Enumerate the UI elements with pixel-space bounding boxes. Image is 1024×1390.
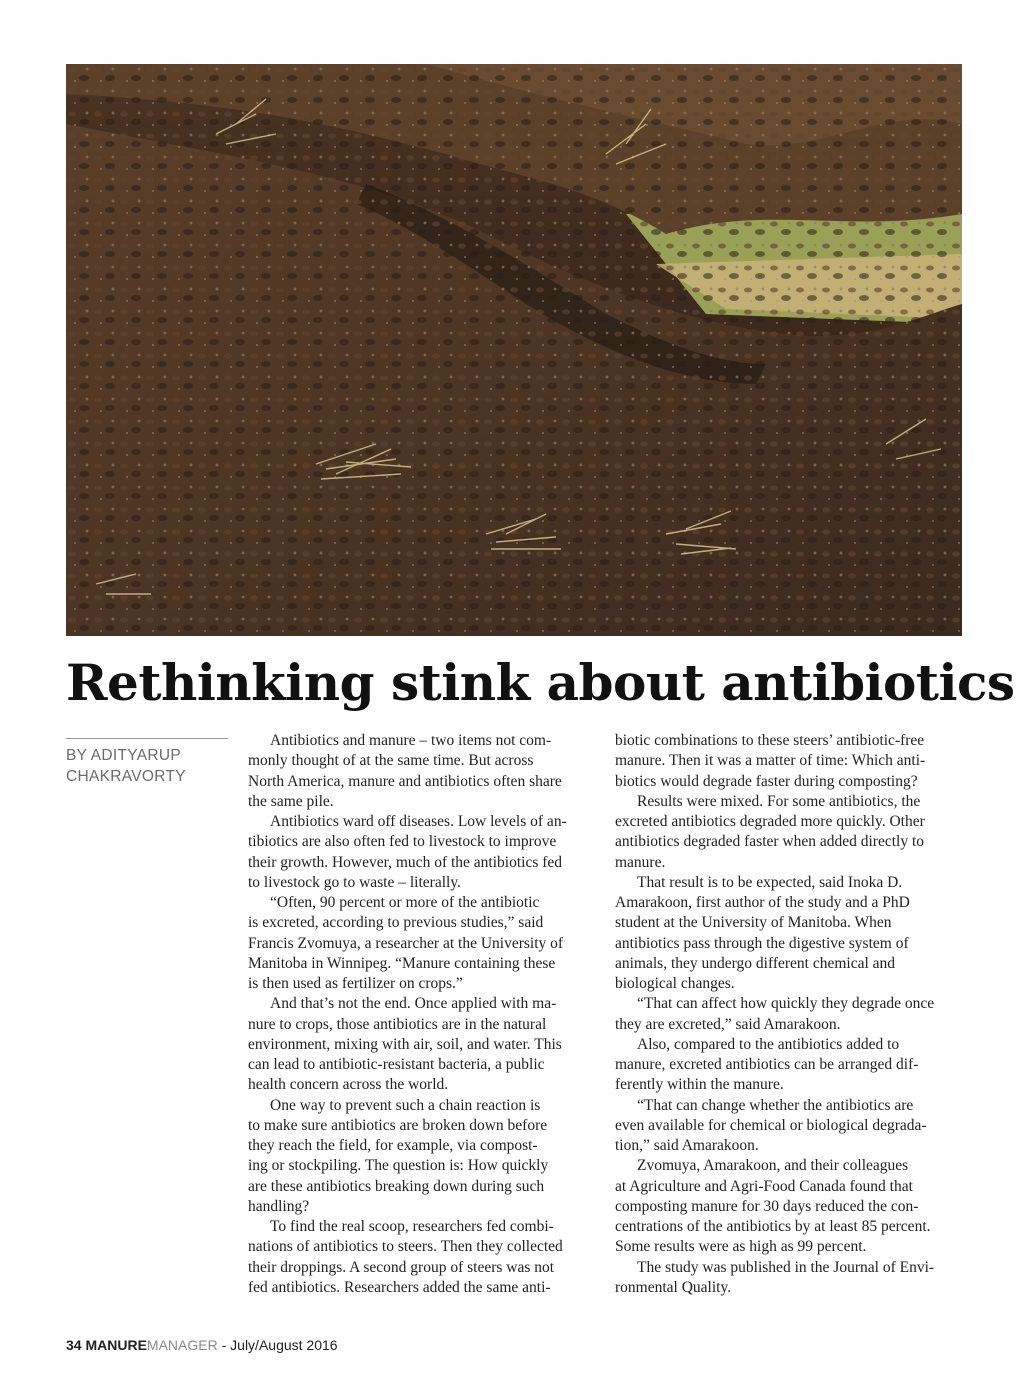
article-text-line: is excreted, according to previous studies,” said [248, 914, 544, 932]
article-text-line: ronmental Quality. [615, 1278, 732, 1296]
article-text-line: Antibiotics and manure – two items not com- [270, 732, 552, 749]
article-text-line: biotic combinations to these steers’ antibiotic-free [615, 732, 925, 749]
article-text-line: Zvomuya, Amarakoon, and their colleagues [637, 1157, 909, 1175]
manure-pile-image [66, 64, 962, 636]
article-text-line: to livestock go to waste – literally. [248, 873, 461, 891]
article-column-2 [615, 731, 963, 1298]
article-text-line: “That can affect how quickly they degrade once [637, 995, 935, 1013]
article-text-line: ferently within the manure. [615, 1076, 784, 1094]
byline-line: BY ADITYARUP [66, 747, 182, 764]
article-text-line: their growth. However, much of the antibiotics fed [248, 853, 563, 871]
article-text-line: One way to prevent such a chain reaction is [270, 1096, 541, 1114]
article-text-line: Also, compared to the antibiotics added to [637, 1035, 900, 1053]
article-text-line: Antibiotics ward off diseases. Low levels of an- [270, 813, 567, 830]
article-headline: Rethinking stink about antibiotics [66, 653, 1015, 712]
article-text-line: environment, mixing with air, soil, and water. This [248, 1035, 562, 1053]
article-text-line: antibiotics pass through the digestive system of [615, 934, 909, 952]
publication-name-light: MANAGER [146, 1337, 218, 1353]
article-text-line: nure to crops, those antibiotics are in the natural [248, 1015, 547, 1033]
article-text-line: excreted antibiotics degraded more quickly. Other [615, 813, 925, 830]
article-text-line: And that’s not the end. Once applied with ma- [270, 995, 557, 1013]
article-text-line: nations of antibiotics to steers. Then they collected [248, 1238, 563, 1256]
article-text-line: animals, they undergo different chemical and [615, 954, 896, 972]
article-text-line: To find the real scoop, researchers fed combi- [270, 1218, 554, 1235]
article-text-line: fed antibiotics. Researchers added the same anti- [248, 1278, 551, 1296]
article-text-line: North America, manure and antibiotics often share [248, 772, 562, 790]
page-footer [66, 1335, 338, 1355]
article-text-line: handling? [248, 1197, 310, 1215]
article-text-line: Francis Zvomuya, a researcher at the University of [248, 934, 564, 952]
article-text-line: at Agriculture and Agri-Food Canada found that [615, 1177, 913, 1195]
article-text-line: Some results were as high as 99 percent. [615, 1238, 867, 1256]
article-text-line: “That can change whether the antibiotics are [637, 1096, 914, 1114]
byline-line: CHAKRAVORTY [66, 768, 186, 785]
article-text-line: ing or stockpiling. The question is: How quickly [248, 1157, 549, 1175]
publication-name-bold: MANURE [85, 1337, 147, 1353]
article-text-line: antibiotics degraded faster when added directly to [615, 833, 925, 851]
article-text-line: to make sure antibiotics are broken down before [248, 1116, 548, 1134]
article-text-line: the same pile. [248, 792, 334, 810]
article-text-line: That result is to be expected, said Inoka D. [637, 873, 903, 891]
article-text-line: health concern across the world. [248, 1076, 449, 1094]
article-text-line: Manitoba in Winnipeg. “Manure containing these [248, 954, 556, 972]
article-text-line: are these antibiotics breaking down during such [248, 1177, 545, 1195]
article-text-line: manure. [615, 853, 666, 871]
article-text-line: centrations of the antibiotics by at least 85 percent. [615, 1218, 931, 1235]
article-text-line: biological changes. [615, 975, 735, 992]
article-text-line: Amarakoon, first author of the study and a PhD [615, 894, 910, 911]
article-text-line: composting manure for 30 days reduced the con- [615, 1197, 919, 1215]
article-text-line: their droppings. A second group of steers was not [248, 1258, 555, 1276]
article-text-line: “Often, 90 percent or more of the antibiotic [270, 894, 540, 911]
article-text-line: even available for chemical or biological degrada- [615, 1116, 927, 1134]
article-text-line: student at the University of Manitoba. When [615, 914, 892, 932]
article-text-line: biotics would degrade faster during composting? [615, 772, 918, 790]
page-number: 34 [66, 1337, 82, 1353]
article-text-line: manure, excreted antibiotics can be arranged dif- [615, 1056, 919, 1073]
article-text-line: they reach the field, for example, via compost- [248, 1137, 538, 1154]
article-text-line: tibiotics are also often fed to livestock to improve [248, 833, 557, 851]
article-text-line: they are excreted,” said Amarakoon. [615, 1015, 841, 1033]
article-text-line: The study was published in the Journal of Envi- [637, 1258, 935, 1276]
article-text-line: monly thought of at the same time. But across [248, 752, 534, 770]
manure-pile-photo [66, 64, 962, 636]
article-text-line: can lead to antibiotic-resistant bacteria, a public [248, 1056, 545, 1073]
article-text-line: tion,” said Amarakoon. [615, 1137, 759, 1154]
article-text-line: Results were mixed. For some antibiotics, the [637, 792, 921, 810]
article-text-line: is then used as fertilizer on crops.” [248, 975, 463, 992]
article-column-1 [248, 731, 596, 1298]
article-text-line: manure. Then it was a matter of time: Which anti- [615, 752, 926, 770]
byline [66, 745, 236, 787]
byline-rule [66, 738, 228, 739]
issue-date: - July/August 2016 [221, 1337, 338, 1353]
